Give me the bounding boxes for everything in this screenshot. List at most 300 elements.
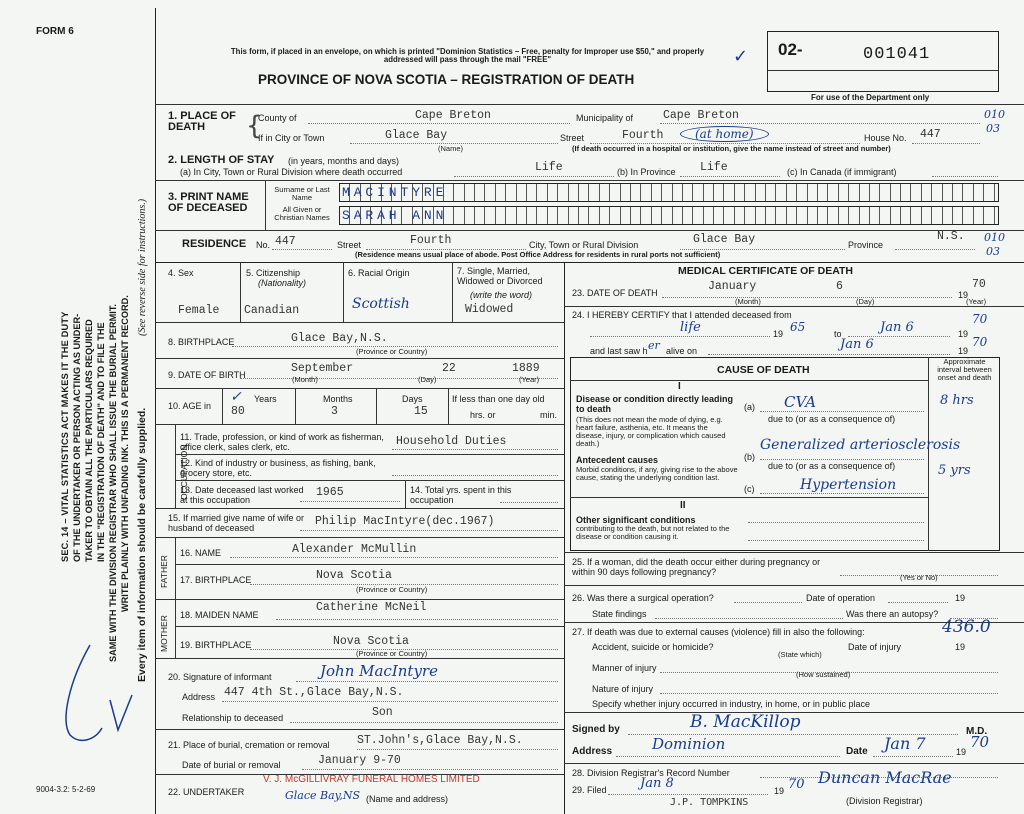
letter-cell — [984, 184, 994, 201]
mother-birthplace-label: 19. BIRTHPLACE — [180, 640, 252, 650]
letter-cell — [465, 207, 475, 224]
certify-label: 24. I HEREBY CERTIFY that I attended deceased from — [572, 310, 792, 320]
place-code-2: 03 — [986, 122, 1000, 135]
letter-cell — [548, 184, 558, 201]
letter-cell — [704, 207, 714, 224]
letter-cell — [839, 207, 849, 224]
dob-month: September — [291, 362, 354, 375]
residence-label: RESIDENCE — [182, 238, 247, 250]
letter-cell — [558, 184, 568, 201]
birthplace-sublabel: (Province or Country) — [356, 347, 428, 356]
undertaker-stamp: V. J. McGILLIVRAY FUNERAL HOMES LIMITED — [263, 774, 480, 785]
under-day-label: If less than one day old — [452, 394, 545, 404]
last-worked-value: 1965 — [316, 486, 344, 499]
letter-cell — [579, 207, 589, 224]
racial-origin-label: 6. Racial Origin — [348, 268, 410, 278]
letter-cell — [714, 207, 724, 224]
alive-year-prefix: 19 — [958, 346, 969, 356]
certificate-date-label: Date — [846, 746, 868, 757]
side-text-3: TAKER TO OBTAIN ALL THE PARTICULARS REQUIRED — [84, 319, 94, 562]
side-text-4: IN THE "REGISTRATION OF DEATH" AND TO FILE THE — [96, 322, 106, 562]
letter-cell — [860, 184, 870, 201]
relationship-value: Son — [372, 706, 393, 719]
cause-c-label: (c) — [744, 484, 755, 494]
signed-by-label: Signed by — [572, 724, 620, 735]
letter-cell — [776, 207, 786, 224]
street-label: Street — [560, 133, 585, 143]
years-label: Years — [254, 394, 277, 404]
length-of-stay-sublabel: (in years, months and days) — [288, 156, 400, 166]
citizenship-label: 5. Citizenship — [246, 268, 301, 278]
days-label: Days — [402, 394, 423, 404]
letter-cell — [496, 207, 506, 224]
letter-cell — [621, 207, 631, 224]
undertaker-signature: Glace Bay,NS — [285, 789, 361, 802]
dob-day-sublabel: (Day) — [418, 375, 437, 384]
letter-cell — [652, 184, 662, 201]
letter-cell — [974, 184, 984, 201]
residence-city-label: City, Town or Rural Division — [529, 240, 639, 250]
cause-a-value: CVA — [784, 393, 817, 411]
other-conditions-label: Other significant conditions — [576, 515, 696, 525]
letter-cell — [662, 184, 672, 201]
informant-signature: John MacIntyre — [320, 662, 438, 680]
letter-cell — [652, 207, 662, 224]
letter-cell — [589, 184, 599, 201]
letter-cell — [880, 184, 890, 201]
father-name-value: Alexander McMullin — [292, 543, 417, 556]
letter-cell — [911, 184, 921, 201]
letter-cell — [724, 207, 734, 224]
burial-place-label: 21. Place of burial, cremation or removal — [168, 740, 330, 750]
side-text-6: WRITE PLAINLY WITH UNFADING INK. THIS IS A PERMANENT RECORD. — [120, 295, 130, 612]
spouse-label: 15. If married give name of wife or husband of deceased — [168, 513, 305, 533]
letter-cell — [600, 184, 610, 201]
informant-signature-label: 20. Signature of informant — [168, 672, 272, 682]
letter-cell — [537, 184, 547, 201]
certificate-year: 70 — [970, 733, 990, 751]
mother-name-value: Catherine McNeil — [316, 601, 427, 614]
county-value: Cape Breton — [415, 109, 491, 122]
brace-icon: { — [246, 111, 263, 141]
last-worked-label: 13. Date deceased last worked at this occupation — [180, 485, 304, 505]
letter-cell — [808, 207, 818, 224]
letter-cell — [766, 184, 776, 201]
letter-cell — [506, 184, 516, 201]
letter-cell — [485, 184, 495, 201]
age-check-icon: ✓ — [230, 389, 242, 405]
letter-cell — [569, 207, 579, 224]
letter-cell — [621, 184, 631, 201]
nature-label: Nature of injury — [592, 684, 654, 694]
city-label: If in City or Town — [258, 133, 325, 143]
to-year-prefix: 19 — [958, 329, 969, 339]
marital-status-label: 7. Single, Married, Widowed or Divorced — [457, 266, 543, 286]
letter-cell — [870, 207, 880, 224]
letter-cell — [537, 207, 547, 224]
cause-b-label: (b) — [744, 452, 755, 462]
medical-certificate-header: MEDICAL CERTIFICATE OF DEATH — [678, 265, 853, 277]
letter-cell — [828, 207, 838, 224]
undertaker-label: 22. UNDERTAKER — [168, 787, 245, 797]
letter-cell — [454, 184, 464, 201]
trade-value: Household Duties — [396, 435, 507, 448]
letter-cell — [631, 184, 641, 201]
residence-province-label: Province — [848, 240, 884, 250]
md-label: M.D. — [966, 726, 988, 737]
undertaker-sublabel: (Name and address) — [366, 794, 449, 804]
municipality-label: Municipality of — [576, 113, 634, 123]
age-label: 10. AGE in — [168, 401, 212, 411]
letter-cell — [631, 207, 641, 224]
letter-cell — [776, 184, 786, 201]
letter-cell — [911, 207, 921, 224]
letter-cell — [870, 184, 880, 201]
mail-instruction: This form, if placed in an envelope, on which is printed "Dominion Statistics – Free, penalty for Improper use $50," and properly addressed will pass through the mail "FREE" — [230, 47, 705, 64]
dod-month-sublabel: (Month) — [735, 297, 761, 306]
informant-address-value: 447 4th St.,Glace Bay,N.S. — [224, 686, 404, 699]
letter-cell — [922, 207, 932, 224]
burial-date-value: January 9-70 — [318, 754, 401, 767]
dod-year-sublabel: (Year) — [966, 297, 987, 306]
surname-label: Surname or Last Name — [274, 185, 330, 202]
letter-cell — [849, 207, 859, 224]
residence-street-label: Street — [337, 240, 362, 250]
from-year: 65 — [790, 320, 806, 334]
dod-year: 70 — [972, 278, 986, 291]
department-use-label: For use of the Department only — [811, 93, 930, 102]
letter-cell — [683, 207, 693, 224]
letter-cell — [860, 207, 870, 224]
industry-label: 12. Kind of industry or business, as fishing, bank, grocery store, etc. — [180, 458, 376, 478]
birthplace-label: 8. BIRTHPLACE — [168, 337, 235, 347]
accident-label: Accident, suicide or homicide? — [592, 642, 714, 652]
father-side-label: FATHER — [159, 555, 169, 588]
how-sustained-sublabel: (How sustained) — [796, 670, 851, 679]
surgery-label: 26. Was there a surgical operation? — [572, 593, 714, 603]
hours-label: hrs. or — [470, 410, 496, 420]
registrar-signature: Duncan MacRae — [818, 768, 952, 787]
pregnancy-label: 25. If a woman, did the death occur either during pregnancy or within 90 days following pregnancy? — [572, 557, 821, 577]
racial-origin-value: Scottish — [352, 296, 410, 312]
total-years-label: 14. Total yrs. spent in this occupation — [410, 485, 512, 505]
dob-day: 22 — [442, 362, 456, 375]
relationship-label: Relationship to deceased — [182, 713, 284, 723]
stay-a-label: (a) In City, Town or Rural Division where death occurred — [180, 167, 403, 177]
registrar-printed-name: J.P. TOMPKINS — [670, 797, 749, 808]
mother-name-label: 18. MAIDEN NAME — [180, 610, 259, 620]
letter-cell — [787, 184, 797, 201]
trade-label: 11. Trade, profession, or kind of work as fisherman, office clerk, sales clerk, etc. — [180, 432, 384, 452]
physician-address: Dominion — [652, 735, 726, 753]
stay-c-label: (c) In Canada (if immigrant) — [787, 167, 897, 177]
months-label: Months — [323, 394, 353, 404]
certificate-year-prefix: 19 — [956, 747, 967, 757]
letter-cell — [745, 207, 755, 224]
residence-province-value: N.S. — [937, 230, 965, 243]
letter-cell — [943, 184, 953, 201]
street-note: (at home) — [680, 126, 769, 142]
check-mark-icon: ✓ — [733, 46, 749, 67]
letter-cell — [963, 207, 973, 224]
injury-location-label: Specify whether injury occurred in industry, in home, or in public place — [592, 699, 870, 709]
certificate-date: Jan 7 — [884, 734, 926, 753]
dod-day-sublabel: (Day) — [856, 297, 875, 306]
margin-check-mark — [40, 640, 135, 750]
due-to-label-1: due to (or as a consequence of) — [768, 414, 896, 424]
print-code: 9004-3.2: 5-2-69 — [36, 785, 96, 794]
letter-cell — [683, 184, 693, 201]
letter-cell — [558, 207, 568, 224]
letter-cell — [589, 207, 599, 224]
hospital-note: (If death occurred in a hospital or institution, give the name instead of street and number) — [572, 144, 891, 153]
cause-of-death-header: CAUSE OF DEATH — [717, 364, 810, 376]
letter-cell — [465, 184, 475, 201]
letter-cell — [984, 207, 994, 224]
burial-date-label: Date of burial or removal — [182, 760, 281, 770]
letter-cell — [517, 207, 527, 224]
letter-cell — [839, 184, 849, 201]
record-number-label: 28. Division Registrar's Record Number — [572, 768, 730, 778]
form-title: PROVINCE OF NOVA SCOTIA – REGISTRATION OF DEATH — [258, 72, 635, 87]
marital-status-sublabel: (write the word) — [470, 290, 533, 300]
interval-header: Approximate interval between onset and death — [937, 357, 992, 382]
dob-label: 9. DATE OF BIRTH — [168, 370, 246, 380]
letter-cell — [756, 207, 766, 224]
letter-cell — [922, 184, 932, 201]
letter-cell — [579, 184, 589, 201]
surname-value: MACINTYRE — [342, 185, 448, 200]
letter-cell — [808, 184, 818, 201]
letter-cell — [641, 207, 651, 224]
letter-cell — [475, 184, 485, 201]
other-conditions-note: contributing to the death, but not related to the disease or condition causing it. — [576, 524, 730, 541]
age-months-value: 3 — [331, 405, 338, 418]
side-text-8: (See reverse side for instructions.) — [137, 198, 148, 336]
to-label: to — [834, 329, 842, 339]
surname-grid — [339, 183, 999, 202]
cause-a-interval: 8 hrs — [940, 393, 974, 408]
state-which-sublabel: (State which) — [778, 650, 822, 659]
due-to-label-2: due to (or as a consequence of) — [768, 461, 896, 471]
part-one-label: I — [678, 381, 681, 392]
length-of-stay-label: 2. LENGTH OF STAY — [168, 154, 275, 166]
reg-number: 001041 — [863, 45, 931, 64]
letter-cell — [475, 207, 485, 224]
reg-prefix: 02- — [778, 40, 803, 59]
filed-year: 70 — [788, 777, 805, 792]
letter-cell — [797, 207, 807, 224]
citizenship-value: Canadian — [244, 304, 300, 317]
side-text-1: SEC. 14 – VITAL STATISTICS ACT MAKES IT THE DUTY — [60, 311, 70, 562]
date-of-death-label: 23. DATE OF DEATH — [572, 288, 658, 298]
side-text-7: Every item of information should be carefully supplied. — [136, 407, 148, 682]
letter-cell — [600, 207, 610, 224]
mother-side-label: MOTHER — [159, 615, 169, 652]
given-names-value: SARAH ANN — [342, 208, 448, 223]
father-birthplace-value: Nova Scotia — [316, 569, 392, 582]
letter-cell — [673, 184, 683, 201]
filed-date: Jan 8 — [640, 776, 674, 791]
findings-label: State findings — [592, 609, 647, 619]
letter-cell — [735, 207, 745, 224]
name-sublabel: (Name) — [438, 144, 464, 153]
letter-cell — [953, 184, 963, 201]
letter-cell — [693, 207, 703, 224]
residence-code-1: 010 — [984, 231, 1005, 244]
dob-month-sublabel: (Month) — [292, 375, 318, 384]
cause-b-interval: 5 yrs — [938, 463, 971, 478]
part-two-label: II — [680, 500, 686, 511]
antecedent-note: Morbid conditions, if any, giving rise to the above cause, stating the underlying condition last. — [576, 465, 738, 482]
residence-street-value: Fourth — [410, 234, 452, 247]
letter-cell — [953, 207, 963, 224]
minutes-label: min. — [540, 410, 558, 420]
residence-code-2: 03 — [986, 245, 1000, 258]
letter-cell — [548, 207, 558, 224]
last-saw-her: er — [648, 339, 660, 352]
stay-b-value: Life — [700, 161, 728, 174]
place-of-death-label: 1. PLACE OF DEATH — [168, 110, 236, 133]
burial-place-value: ST.John's,Glace Bay,N.S. — [357, 734, 523, 747]
letter-cell — [932, 207, 942, 224]
letter-cell — [963, 184, 973, 201]
letter-cell — [662, 207, 672, 224]
father-birthplace-sublabel: (Province or Country) — [356, 585, 428, 594]
letter-cell — [818, 207, 828, 224]
autopsy-label: Was there an autopsy? — [846, 609, 939, 619]
letter-cell — [974, 207, 984, 224]
form-number: FORM 6 — [36, 26, 74, 37]
letter-cell — [517, 184, 527, 201]
direct-cause-note: (This does not mean the mode of dying, e.g. heart failure, asthenia, etc. It means the disease, injury, or complication which caused death.) — [576, 415, 726, 448]
father-name-label: 16. NAME — [180, 548, 222, 558]
sex-label: 4. Sex — [168, 268, 194, 278]
physician-signature: B. MacKillop — [690, 712, 801, 732]
attended-from: life — [680, 320, 701, 335]
letter-cell — [527, 184, 537, 201]
to-date: Jan 6 — [880, 320, 914, 335]
letter-cell — [787, 207, 797, 224]
letter-cell — [485, 207, 495, 224]
city-value: Glace Bay — [385, 129, 448, 142]
informant-address-label: Address — [182, 692, 216, 702]
street-value: Fourth — [622, 129, 664, 142]
letter-cell — [496, 184, 506, 201]
letter-cell — [756, 184, 766, 201]
mother-birthplace-sublabel: (Province or Country) — [356, 649, 428, 658]
letter-cell — [745, 184, 755, 201]
letter-cell — [704, 184, 714, 201]
dob-year-sublabel: (Year) — [519, 375, 540, 384]
given-names-label: All Given or Christian Names — [274, 205, 330, 222]
residence-no-label: No. — [256, 240, 271, 250]
dob-year: 1889 — [512, 362, 540, 375]
letter-cell — [766, 207, 776, 224]
letter-cell — [828, 184, 838, 201]
from-year-prefix: 19 — [773, 329, 784, 339]
given-names-grid — [339, 206, 999, 225]
dod-month: January — [708, 280, 757, 293]
side-text-2: OF THE UNDERTAKER OR PERSON ACTING AS UNDER- — [72, 313, 82, 562]
birthplace-value: Glace Bay,N.S. — [291, 332, 388, 345]
operation-date-label: Date of operation — [806, 593, 876, 603]
letter-cell — [724, 184, 734, 201]
injury-date-label: Date of injury — [848, 642, 902, 652]
letter-cell — [673, 207, 683, 224]
residence-city-value: Glace Bay — [693, 233, 756, 246]
operation-year-prefix: 19 — [955, 593, 966, 603]
house-value: 447 — [920, 128, 941, 141]
citizenship-sublabel: (Nationality) — [258, 278, 307, 288]
letter-cell — [454, 207, 464, 224]
father-birthplace-label: 17. BIRTHPLACE — [180, 575, 252, 585]
letter-cell — [569, 184, 579, 201]
filed-label: 29. Filed — [572, 785, 607, 795]
to-year: 70 — [972, 312, 988, 326]
antecedent-label: Antecedent causes — [576, 455, 659, 465]
letter-cell — [849, 184, 859, 201]
last-saw-label: and last saw h — [590, 346, 648, 356]
cause-a-label: (a) — [744, 402, 755, 412]
stay-a-value: Life — [535, 161, 563, 174]
letter-cell — [818, 184, 828, 201]
letter-cell — [610, 207, 620, 224]
letter-cell — [610, 184, 620, 201]
letter-cell — [641, 184, 651, 201]
letter-cell — [527, 207, 537, 224]
residence-note: (Residence means usual place of abode. Post Office Address for residents in rural ports not sufficient) — [355, 250, 721, 259]
yes-no-sublabel: (Yes or No) — [900, 573, 938, 582]
residence-no-value: 447 — [275, 235, 296, 248]
age-years-value: 80 — [231, 405, 245, 418]
occupation-side-label: OCCUPATION — [179, 444, 189, 500]
cause-c-value: Hypertension — [800, 477, 897, 493]
letter-cell — [506, 207, 516, 224]
letter-cell — [797, 184, 807, 201]
marital-status-value: Widowed — [465, 303, 514, 316]
alive-date: Jan 6 — [840, 337, 874, 352]
letter-cell — [891, 207, 901, 224]
classification-code: 436.0 — [942, 617, 991, 637]
print-name-label: 3. PRINT NAME OF DECEASED — [168, 191, 249, 214]
direct-cause-label: Disease or condition directly leading to death — [576, 394, 734, 414]
age-days-value: 15 — [414, 405, 428, 418]
alive-on-label: alive on — [666, 346, 698, 356]
physician-address-label: Address — [572, 746, 613, 757]
letter-cell — [943, 207, 953, 224]
dod-year-prefix: 19 — [958, 290, 969, 300]
letter-cell — [735, 184, 745, 201]
dod-day: 6 — [836, 280, 843, 293]
letter-cell — [932, 184, 942, 201]
spouse-value: Philip MacIntyre(dec.1967) — [315, 515, 495, 528]
county-label: County of — [258, 113, 297, 123]
house-label: House No. — [864, 133, 907, 143]
letter-cell — [714, 184, 724, 201]
letter-cell — [693, 184, 703, 201]
manner-label: Manner of injury — [592, 663, 657, 673]
injury-year-prefix: 19 — [955, 642, 966, 652]
filed-year-prefix: 19 — [774, 786, 785, 796]
letter-cell — [901, 184, 911, 201]
registration-number-box — [767, 31, 999, 92]
external-causes-label: 27. If death was due to external causes (violence) fill in also the following: — [572, 627, 865, 637]
alive-year: 70 — [972, 335, 988, 349]
place-code-1: 010 — [984, 108, 1005, 121]
letter-cell — [880, 207, 890, 224]
stay-b-label: (b) In Province — [617, 167, 676, 177]
